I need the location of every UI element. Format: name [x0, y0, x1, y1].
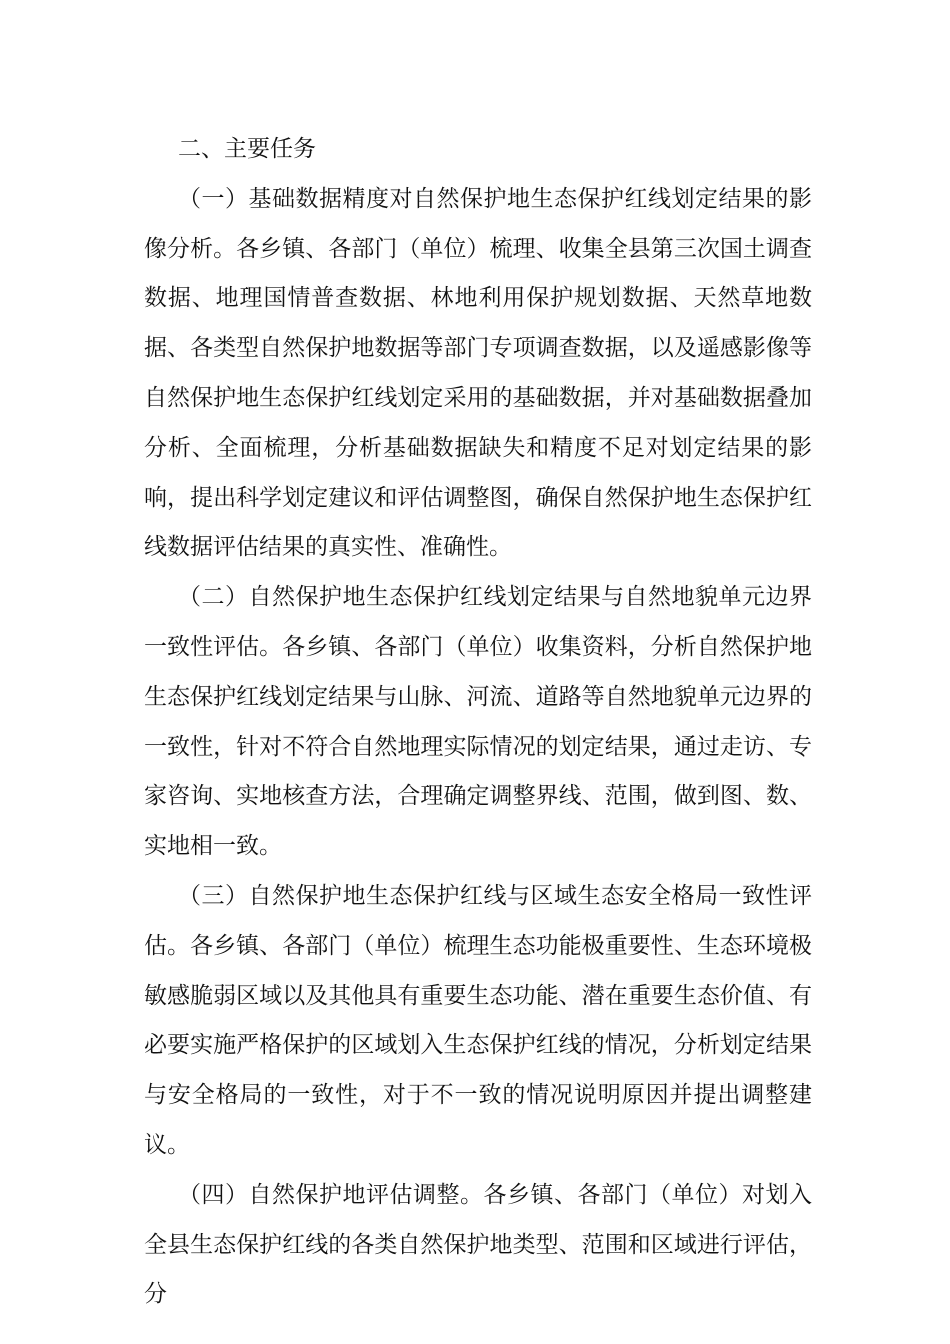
paragraph-2: （二）自然保护地生态保护红线划定结果与自然地貌单元边界一致性评估。各乡镇、各部门（单位）收集资料，分析自然保护地生态保护红线划定结果与山脉、河流、道路等自然地貌单元边界的一致性，针对不符合自然地理实际情况的划定结果，通过走访、专家咨询、实地核查方法，合理确定调整界线、范围，做到图、数、实地相一致。	[144, 584, 812, 860]
document-body	[144, 125, 812, 1320]
paragraph-4: （四）自然保护地评估调整。各乡镇、各部门（单位）对划入全县生态保护红线的各类自然保护地类型、范围和区域进行评估，分	[144, 1181, 812, 1308]
paragraph-1: （一）基础数据精度对自然保护地生态保护红线划定结果的影像分析。各乡镇、各部门（单位）梳理、收集全县第三次国土调查数据、地理国情普查数据、林地利用保护规划数据、天然草地数据、各类型自然保护地数据等部门专项调查数据，以及遥感影像等自然保护地生态保护红线划定采用的基础数据，并对基础数据叠加分析、全面梳理，分析基础数据缺失和精度不足对划定结果的影响，提出科学划定建议和评估调整图，确保自然保护地生态保护红线数据评估结果的真实性、准确性。	[144, 185, 812, 561]
paragraph-3: （三）自然保护地生态保护红线与区域生态安全格局一致性评估。各乡镇、各部门（单位）梳理生态功能极重要性、生态环境极敏感脆弱区域以及其他具有重要生态功能、潜在重要生态价值、有必要实施严格保护的区域划入生态保护红线的情况，分析划定结果与安全格局的一致性，对于不一致的情况说明原因并提出调整建议。	[144, 882, 812, 1158]
section-heading: 二、主要任务	[178, 136, 316, 162]
